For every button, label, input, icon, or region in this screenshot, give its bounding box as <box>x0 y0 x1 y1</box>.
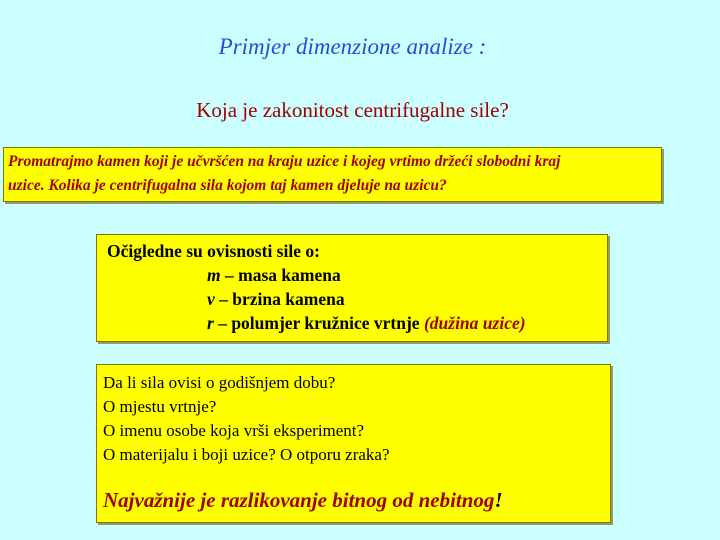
slide-subtitle: Koja je zakonitost centrifugalne sile? <box>196 98 509 122</box>
dependency-note: (dužina uzice) <box>423 313 526 333</box>
dependency-item <box>207 311 597 335</box>
slide-title: Primjer dimenzione analize : <box>218 34 487 59</box>
question-line: O imenu osobe koja vrši eksperiment? <box>103 421 365 440</box>
conclusion-text: Najvažnije je razlikovanje bitnog od nebitnog <box>103 488 495 512</box>
question-line: O mjestu vrtnje? <box>103 397 217 416</box>
dependency-item <box>207 263 597 287</box>
dependency-symbol: r <box>207 313 214 333</box>
dependencies-box <box>96 234 608 342</box>
dependency-symbol: m <box>207 265 221 285</box>
dependency-text: – masa kamena <box>220 265 341 285</box>
dependency-text: – polumjer kružnice vrtnje <box>213 313 424 333</box>
dependency-symbol: v <box>207 289 215 309</box>
questions-box <box>96 364 611 523</box>
intro-line-1: Promatrajmo kamen koji je učvršćen na kraju uzice i kojeg vrtimo držeći slobodni kraj <box>8 153 561 170</box>
dependency-text: – brzina kamena <box>214 289 345 309</box>
dependency-item <box>207 287 597 311</box>
intro-line-2: uzice. Kolika je centrifugalna sila kojom taj kamen djeluje na uzicu? <box>8 177 447 194</box>
conclusion <box>103 487 604 513</box>
conclusion-mark: ! <box>494 488 503 512</box>
intro-box <box>3 147 662 202</box>
question-line: O materijalu i boji uzice? O otporu zraka? <box>103 445 390 464</box>
dependencies-lead: Očigledne su ovisnosti sile o: <box>107 241 320 261</box>
question-line: Da li sila ovisi o godišnjem dobu? <box>103 373 336 392</box>
